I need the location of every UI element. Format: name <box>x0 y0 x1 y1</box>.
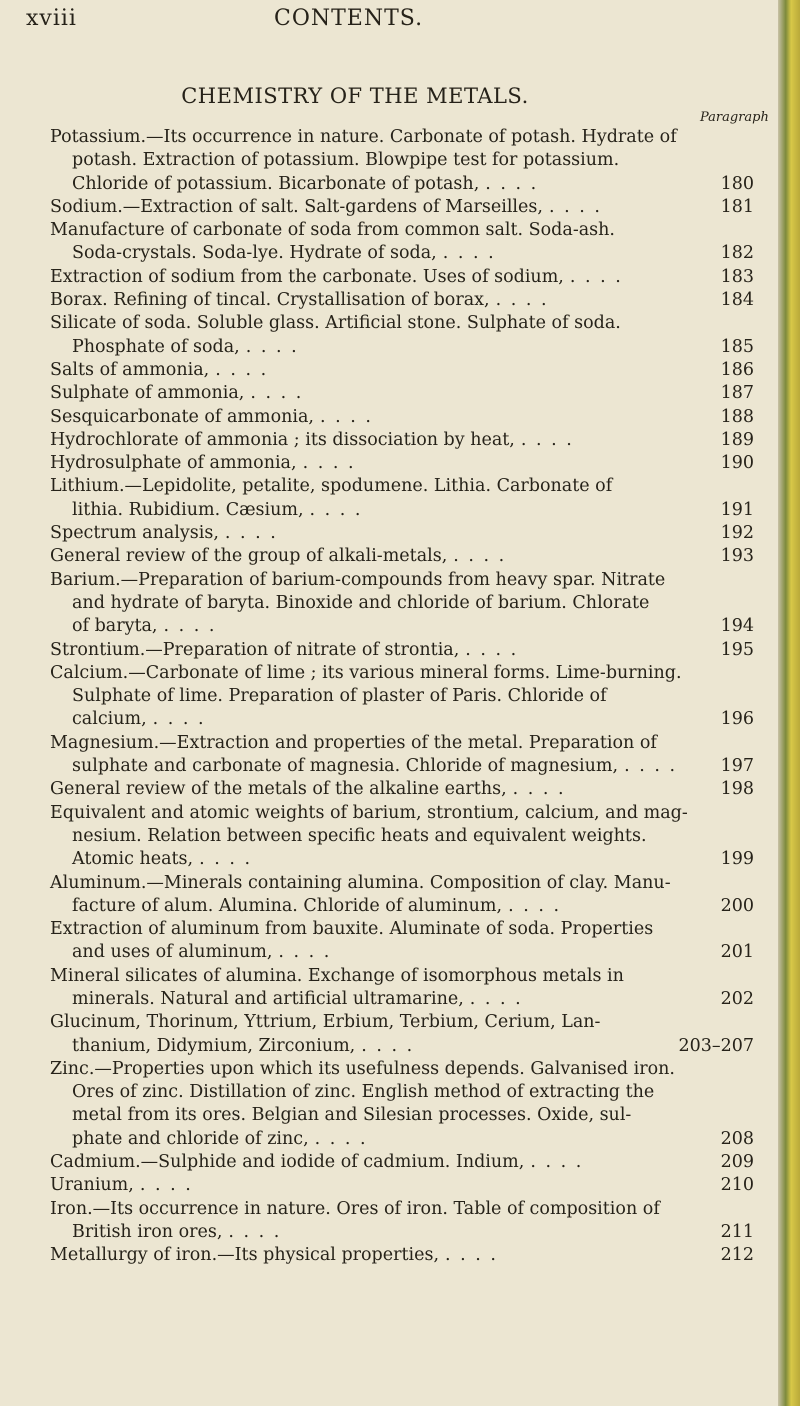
entry-text: Metallurgy of iron.—Its physical properties, <box>50 1245 440 1266</box>
contents-entry <box>0 382 780 405</box>
entry-text: and hydrate of baryta. Binoxide and chloride of barium. Chlorate <box>72 592 650 613</box>
entry-line <box>0 336 780 359</box>
entry-line <box>0 1198 780 1221</box>
entry-text: Sodium.—Extraction of salt. Salt-gardens of Marseilles, <box>50 196 543 217</box>
paragraph-number: 209 <box>720 1152 754 1173</box>
entry-text: Sulphate of lime. Preparation of plaster of Paris. Chloride of <box>72 686 607 707</box>
leader-dots: . . . . <box>250 383 304 404</box>
contents-entry <box>0 522 780 545</box>
entry-line <box>0 941 780 964</box>
entry-text: British iron ores, <box>72 1221 223 1242</box>
entry-text: minerals. Natural and artificial ultramarine, <box>72 988 464 1009</box>
paragraph-number: 187 <box>720 383 754 404</box>
paragraph-number: 182 <box>720 243 754 264</box>
contents-entry <box>0 545 780 568</box>
entry-line <box>0 126 780 149</box>
paragraph-number: 212 <box>720 1245 754 1266</box>
entry-text: metal from its ores. Belgian and Silesian processes. Oxide, sul- <box>72 1105 632 1126</box>
entry-text: General review of the group of alkali-metals, <box>50 546 448 567</box>
entry-text: Magnesium.—Extraction and properties of the metal. Preparation of <box>50 732 657 753</box>
contents-entry <box>0 639 780 662</box>
entry-text: Potassium.—Its occurrence in nature. Carbonate of potash. Hydrate of <box>50 127 677 147</box>
entry-line <box>0 685 780 708</box>
contents-entry <box>0 802 780 872</box>
leader-dots: . . . . <box>508 895 562 916</box>
paragraph-number: 201 <box>720 942 754 963</box>
entry-line <box>0 615 780 638</box>
contents-entry <box>0 1244 780 1267</box>
entry-text: Sesquicarbonate of ammonia, <box>50 406 314 427</box>
contents-entry <box>0 662 780 732</box>
entry-text: calcium, <box>72 709 147 730</box>
paragraph-number: 197 <box>720 756 754 777</box>
entry-line <box>0 149 780 172</box>
entry-text: Extraction of aluminum from bauxite. Aluminate of soda. Properties <box>50 919 654 940</box>
paragraph-number: 202 <box>720 988 754 1009</box>
leader-dots: . . . . <box>278 942 332 963</box>
entry-line <box>0 1151 780 1174</box>
contents-entry <box>0 452 780 475</box>
leader-dots: . . . . <box>520 429 574 450</box>
contents-entry <box>0 429 780 452</box>
paragraph-number: 184 <box>720 290 754 311</box>
entry-text: Borax. Refining of tincal. Crystallisation of borax, <box>50 290 490 311</box>
entry-line <box>0 708 780 731</box>
leader-dots: . . . . <box>512 779 566 800</box>
entry-text: facture of alum. Alumina. Chloride of aluminum, <box>72 895 503 916</box>
entry-line <box>0 1128 780 1151</box>
contents-entry <box>0 1198 780 1245</box>
contents-entry <box>0 778 780 801</box>
leader-dots: . . . . <box>445 1245 498 1266</box>
entry-line <box>0 778 780 801</box>
leader-dots: . . . . <box>139 1175 193 1196</box>
paragraph-number: 191 <box>720 499 754 520</box>
contents-entry <box>0 965 780 1012</box>
entry-text: Strontium.—Preparation of nitrate of strontia, <box>50 639 460 660</box>
entry-line <box>0 1058 780 1081</box>
entry-text: Hydrosulphate of ammonia, <box>50 453 297 474</box>
entry-line <box>0 965 780 988</box>
entry-text: Extraction of sodium from the carbonate. Uses of sodium, <box>50 266 564 287</box>
paragraph-number: 181 <box>720 196 754 217</box>
entry-line <box>0 359 780 382</box>
entry-line <box>0 219 780 242</box>
entry-text: Ores of zinc. Distillation of zinc. English method of extracting the <box>72 1082 655 1103</box>
entry-line <box>0 988 780 1011</box>
leader-dots: . . . . <box>163 616 217 637</box>
entry-text: Spectrum analysis, <box>50 523 219 544</box>
entry-line <box>0 732 780 755</box>
page-number: xviii <box>26 6 77 31</box>
entry-text: Calcium.—Carbonate of lime ; its various mineral forms. Lime-burning. <box>50 662 682 683</box>
leader-dots: . . . . <box>152 709 206 730</box>
paragraph-number: 194 <box>720 616 754 637</box>
paragraph-number: 183 <box>720 266 754 287</box>
paragraph-column-label: Paragraph <box>700 110 769 125</box>
paragraph-number: 185 <box>720 336 754 357</box>
entry-text: Glucinum, Thorinum, Yttrium, Erbium, Terbium, Cerium, Lan- <box>50 1012 601 1033</box>
entry-text: Aluminum.—Minerals containing alumina. Composition of clay. Manu- <box>50 872 671 893</box>
leader-dots: . . . . <box>495 290 549 311</box>
leader-dots: . . . . <box>215 359 269 380</box>
contents-entry <box>0 219 780 266</box>
entry-line <box>0 312 780 335</box>
paragraph-number: 189 <box>720 429 754 450</box>
entry-line <box>0 452 780 475</box>
entry-line <box>0 895 780 918</box>
paragraph-number: 211 <box>720 1221 754 1242</box>
contents-entry <box>0 872 780 919</box>
leader-dots: . . . . <box>302 453 356 474</box>
leader-dots: . . . . <box>228 1221 282 1242</box>
entry-line <box>0 429 780 452</box>
contents-entry <box>0 196 780 219</box>
entry-line <box>0 1011 780 1034</box>
entry-line <box>0 173 780 196</box>
page-header <box>26 6 586 46</box>
entry-text: Uranium, <box>50 1175 134 1196</box>
entry-text: phate and chloride of zinc, <box>72 1128 309 1149</box>
paragraph-number: 190 <box>720 453 754 474</box>
contents-entry <box>0 266 780 289</box>
entry-line <box>0 499 780 522</box>
paragraph-number: 186 <box>720 359 754 380</box>
entry-text: Equivalent and atomic weights of barium, strontium, calcium, and mag- <box>50 802 688 823</box>
contents-entry <box>0 1058 780 1151</box>
entry-line <box>0 1221 780 1244</box>
leader-dots: . . . . <box>245 336 299 357</box>
leader-dots: . . . . <box>624 756 678 777</box>
entry-line <box>0 662 780 685</box>
entry-text: General review of the metals of the alkaline earths, <box>50 779 507 800</box>
running-title: CONTENTS. <box>274 6 424 31</box>
entry-line <box>0 569 780 592</box>
leader-dots: . . . . <box>320 406 373 427</box>
contents-entry <box>0 126 780 196</box>
entry-text: Soda-crystals. Soda-lye. Hydrate of soda, <box>72 243 437 264</box>
entry-line <box>0 755 780 778</box>
contents-entry <box>0 1151 780 1174</box>
entry-line <box>0 1174 780 1197</box>
entry-text: potash. Extraction of potassium. Blowpipe test for potassium. <box>72 150 620 171</box>
paragraph-number: 199 <box>720 849 754 870</box>
entry-line <box>0 918 780 941</box>
entry-line <box>0 802 780 825</box>
entry-line <box>0 545 780 568</box>
entry-line <box>0 382 780 405</box>
paragraph-number: 195 <box>720 639 754 660</box>
entry-text: Cadmium.—Sulphide and iodide of cadmium. Indium, <box>50 1152 525 1173</box>
entry-line <box>0 266 780 289</box>
entry-line <box>0 475 780 498</box>
entry-line <box>0 1104 780 1127</box>
leader-dots: . . . . <box>199 849 253 870</box>
contents-entry <box>0 475 780 522</box>
entry-line <box>0 522 780 545</box>
entry-line <box>0 639 780 662</box>
entry-text: Mineral silicates of alumina. Exchange of isomorphous metals in <box>50 965 624 986</box>
page-edge <box>778 0 800 1406</box>
paragraph-number: 203–207 <box>678 1035 754 1056</box>
paragraph-number: 200 <box>720 895 754 916</box>
entry-text: Manufacture of carbonate of soda from common salt. Soda-ash. <box>50 220 615 241</box>
entry-line <box>0 406 780 429</box>
contents-entry <box>0 732 780 779</box>
entry-line <box>0 1244 780 1267</box>
paragraph-number: 192 <box>720 523 754 544</box>
entry-line <box>0 1081 780 1104</box>
contents-list <box>0 126 780 1268</box>
leader-dots: . . . . <box>485 173 539 194</box>
entry-text: Phosphate of soda, <box>72 336 240 357</box>
entry-line <box>0 1035 780 1058</box>
leader-dots: . . . . <box>569 266 623 287</box>
paragraph-number: 180 <box>720 173 754 194</box>
entry-line <box>0 592 780 615</box>
paragraph-number: 198 <box>720 779 754 800</box>
entry-text: Hydrochlorate of ammonia ; its dissociation by heat, <box>50 429 515 450</box>
entry-text: Zinc.—Properties upon which its usefulness depends. Galvanised iron. <box>50 1058 675 1079</box>
leader-dots: . . . . <box>442 243 496 264</box>
entry-line <box>0 825 780 848</box>
entry-text: sulphate and carbonate of magnesia. Chloride of magnesium, <box>72 756 619 777</box>
leader-dots: . . . . <box>314 1128 368 1149</box>
entry-line <box>0 242 780 265</box>
contents-entry <box>0 289 780 312</box>
paragraph-number: 193 <box>720 546 754 567</box>
entry-text: Iron.—Its occurrence in nature. Ores of iron. Table of composition of <box>50 1198 660 1219</box>
entry-text: Salts of ammonia, <box>50 359 210 380</box>
leader-dots: . . . . <box>309 499 363 520</box>
entry-text: thanium, Didymium, Zirconium, <box>72 1035 356 1056</box>
entry-text: Barium.—Preparation of barium-compounds from heavy spar. Nitrate <box>50 569 666 590</box>
entry-text: Sulphate of ammonia, <box>50 383 245 404</box>
leader-dots: . . . . <box>465 639 519 660</box>
contents-entry <box>0 918 780 965</box>
entry-line <box>0 289 780 312</box>
entry-line <box>0 872 780 895</box>
contents-entry <box>0 1011 780 1058</box>
entry-text: Lithium.—Lepidolite, petalite, spodumene. Lithia. Carbonate of <box>50 476 613 497</box>
leader-dots: . . . . <box>548 196 602 217</box>
entry-text: and uses of aluminum, <box>72 942 273 963</box>
leader-dots: . . . . <box>361 1035 415 1056</box>
entry-text: Silicate of soda. Soluble glass. Artificial stone. Sulphate of soda. <box>50 313 621 334</box>
contents-entry <box>0 569 780 639</box>
leader-dots: . . . . <box>453 546 507 567</box>
paragraph-number: 210 <box>720 1175 754 1196</box>
paragraph-number: 196 <box>720 709 754 730</box>
entry-line <box>0 196 780 219</box>
contents-entry <box>0 406 780 429</box>
leader-dots: . . . . <box>469 988 523 1009</box>
entry-text: of baryta, <box>72 616 158 637</box>
contents-entry <box>0 1174 780 1197</box>
entry-text: Chloride of potassium. Bicarbonate of potash, <box>72 173 480 194</box>
entry-text: Atomic heats, <box>72 849 194 870</box>
leader-dots: . . . . <box>530 1152 584 1173</box>
entry-line <box>0 848 780 871</box>
paragraph-number: 208 <box>720 1128 754 1149</box>
contents-entry <box>0 312 780 359</box>
paragraph-number: 188 <box>720 406 754 427</box>
entry-text: lithia. Rubidium. Cæsium, <box>72 499 304 520</box>
section-title: CHEMISTRY OF THE METALS. <box>181 84 529 108</box>
entry-text: nesium. Relation between specific heats and equivalent weights. <box>72 825 647 846</box>
contents-entry <box>0 359 780 382</box>
leader-dots: . . . . <box>224 523 278 544</box>
